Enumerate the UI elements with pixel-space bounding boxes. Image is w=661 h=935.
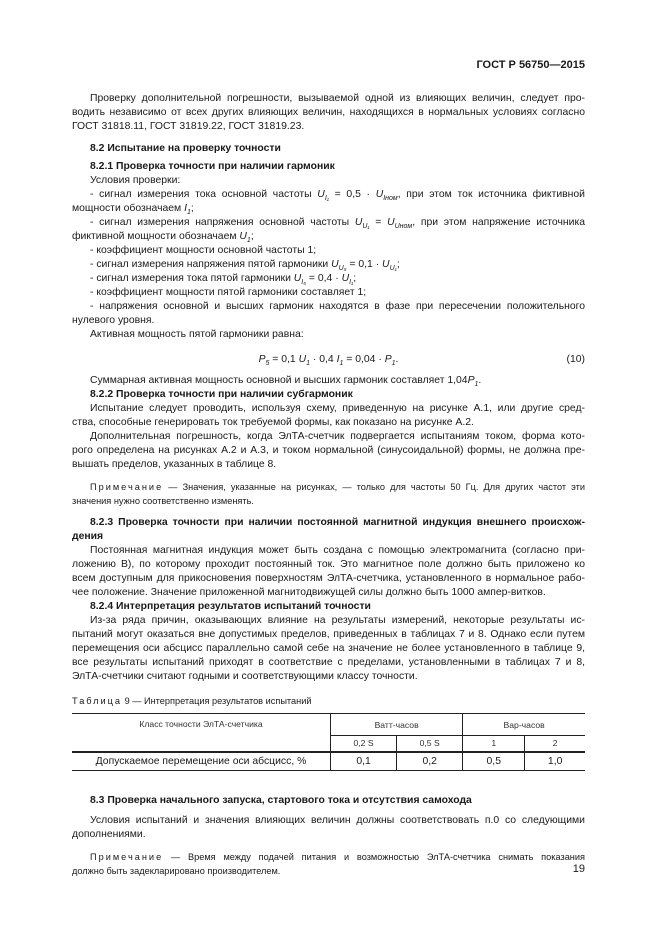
subscript: U₁ [389,265,397,272]
math-symbol: $I_1$ [184,203,191,216]
table-class-2: 1 [463,736,525,752]
math-symbol: $U_{I_1}$ [341,273,354,286]
subscript: 5 [265,360,270,367]
text-line: Дополнительная погрешность, когда ЭлТА-счетчик подвергается испытаниям током, форма кото- [90,431,585,442]
table-9 [72,713,585,771]
text-line: $P_5 = 0,1$ $U_1 \cdot 0,4$ $I_1 = 0,04 \cdot P_1$. (10) [258,354,585,367]
text-line: - сигнал измерения тока основной частоты $U_{I_1} = 0,5 \cdot U_{Iном}$, при этом ток источника фиктивной [90,189,585,202]
math-symbol: $U_{I_1}$ [317,189,329,202]
text-line: значения нужно соответственно изменять. [72,496,254,506]
note [72,480,585,508]
note [72,850,585,878]
text-line: - сигнал измерения тока пятой гармоники $U_{I_5} = 0,4 \cdot U_{I_1}$; [90,273,357,286]
text-section-lower [72,794,585,878]
math-symbol: $I_1$ [336,354,344,367]
subscript: I₅ [301,279,307,286]
paragraph [72,516,585,684]
text-line: дения [72,531,104,542]
text-line: мощности обозначаем $I_1$; [72,203,194,216]
note-label: Примечание [90,852,164,862]
table-row-label: Допускаемое перемещение оси абсцисс, % [72,752,331,771]
table-header-watt-hours: Ватт-часов [331,714,463,736]
subscript: I₁ [349,279,354,286]
text-section-upper [72,92,585,708]
text-line: Примечание — Значения, указанные на рисунках, — только для частоты 50 Гц. Для других частот эти [90,482,585,492]
subscript: 1 [246,237,251,244]
subscript: I₁ [324,195,329,202]
text-line: ства, способные генерировать ток требуемой формы, как показано на рисунке А.2. [72,417,474,428]
text-line: Проверку дополнительной погрешности, вызываемой одной из влияющих величин, следует про- [90,93,585,104]
text-line: - коэффициент мощности пятой гармоники составляет 1; [90,287,367,298]
text-line: Постоянная магнитная индукция может быть создана с помощью электромагнита (согласно при- [90,545,585,556]
text-line: перемещения оси абсцисс параллельно самой себе на значение не более установленного в таблице 9, [72,643,585,654]
text-line: фиктивной мощности обозначаем $U_1$; [72,231,254,244]
table-class-0: 0,2 S [331,736,397,752]
text-line: Из-за ряда причин, оказывающих влияние на результаты измерений, некоторые результаты ис- [90,615,585,626]
text-line: нулевого уровня. [72,315,155,326]
paragraph [72,92,585,134]
subscript: Uном [394,223,413,230]
math-symbol: $U_1$ [298,354,311,367]
math-symbol: $U_{U_1}$ [354,217,370,230]
math-symbol: $U_{Uном}$ [387,217,413,230]
text-line: Суммарная активная мощность основной и высших гармоник составляет $1,04P_1$. [90,375,482,388]
text-line: дополнениями. [72,829,146,840]
paragraph [72,174,585,342]
text-line: пытаний могут оказаться вне допустимых пределов, приведенных в таблицах 7 и 8. Однако если путем [72,629,585,640]
text-line: ГОСТ 31818.11, ГОСТ 31819.22, ГОСТ 31819.23. [72,121,305,132]
text-line: вышать пределов, указанных в таблице 8. [72,459,277,470]
equation-number: (10) [566,354,585,365]
table-header-var-hours: Вар-часов [463,714,585,736]
table-value-1: 0,2 [397,752,463,771]
subscript: Iном [383,195,398,202]
text-line: ложению В), по которому проходит постоянный ток. Это магнитное поле должно быть приложено ко [72,559,585,570]
text-line: 8.3 Проверка начального запуска, стартового тока и отсутствия самохода [90,795,472,806]
text-line: всем доступным для прикосновения поверхностям ЭлТА-счетчика, установленного в нормальное рабо- [72,573,585,584]
math-symbol: $P_1$ [384,354,396,367]
subscript: U₅ [338,265,347,272]
note-label: Примечание [90,482,164,492]
note-label: Таблица [72,696,123,706]
text-line: чее положение. Значение приложенной магнитодвижущей силы должно быть 1000 ампер-витков. [72,587,546,598]
text-line: - коэффициент мощности основной частоты 1; [90,245,317,256]
text-line: должно быть задекларировано производителем. [72,866,281,876]
math-symbol: $P_1$ [467,375,479,388]
table-value-2: 0,5 [463,752,525,771]
paragraph [72,374,585,472]
text-line: - сигнал измерения напряжения пятой гармоники $U_{U_5} = 0,1 \cdot U_{U_1}$; [90,259,400,272]
text-line: - сигнал измерения напряжения основной частоты $U_{U_1} = U_{Uном}$, при этом напряжение источника [90,217,585,230]
subscript: 1 [306,360,311,367]
math-symbol: $U_{Iном}$ [375,189,398,202]
paragraph [72,814,585,842]
text-line: 8.2.3 Проверка точности при наличии постоянной магнитной индукция внешнего происхож- [90,517,585,528]
section-heading [72,142,585,156]
document-id-header: ГОСТ Р 56750—2015 [476,59,585,71]
subscript: 1 [186,209,191,216]
text-line: 8.2 Испытание на проверку точности [90,143,281,154]
text-line: 8.2.2 Проверка точности при наличии субгармоник [90,389,353,400]
text-line: все результаты испытаний приходят в соответствие с пределами, установленными в таблицах 7 и 8, [72,657,585,668]
text-line: - напряжения основной и высших гармоник находятся в фазе при пересечении положительного [90,301,585,312]
section-heading [72,794,585,808]
text-line: Условия испытаний и значения влияющих величин должны соответствовать п.0 со следующими [90,815,585,826]
table-header-class: Класс точности ЭлТА-счетчика [72,714,331,752]
page-number: 19 [572,863,585,875]
text-line: Испытание следует проводить, используя схему, приведенную на рисунке А.1, или другие сред- [90,403,585,414]
table-class-3: 2 [525,736,585,752]
text-line: ЭлТА-счетчики считают годными и соответствующими классу точности. [72,671,418,682]
text-line: рого определена на рисунках А.2 и А.3, и током нормальной (синусоидальной) формы, не должна пре- [72,445,585,456]
table-caption [72,694,585,708]
math-symbol: $U_{I_5}$ [293,273,307,286]
table-value-0: 0,1 [331,752,397,771]
text-line: Активная мощность пятой гармоники равна: [90,329,304,340]
math-symbol: $U_{U_1}$ [382,259,397,272]
text-line: Примечание — Время между подачей питания и возможностью ЭлТА-счетчика снимать показания [90,852,585,862]
text-line: Таблица 9 — Интерпретация результатов испытаний [72,696,312,706]
math-symbol: $U_1$ [239,231,251,244]
table-class-1: 0,5 S [397,736,463,752]
text-line: 8.2.4 Интерпретация результатов испытаний точности [90,601,371,612]
text-line: водить независимо от всех других влияющих величин, находящихся в нормальных условиях согласно [72,107,585,118]
subscript: 1 [339,360,344,367]
text-line: Условия проверки: [90,175,181,186]
equation [72,353,585,367]
subscript: 1 [391,360,396,367]
math-symbol: $P_5$ [258,354,270,367]
subscript: U₁ [362,223,370,230]
section-heading [72,160,585,174]
text-line: 8.2.1 Проверка точности при наличии гармоник [90,161,335,172]
subscript: 1 [474,381,479,388]
page-content [72,92,585,878]
math-symbol: $U_{U_5}$ [331,259,347,272]
table-value-3: 1,0 [525,752,585,771]
